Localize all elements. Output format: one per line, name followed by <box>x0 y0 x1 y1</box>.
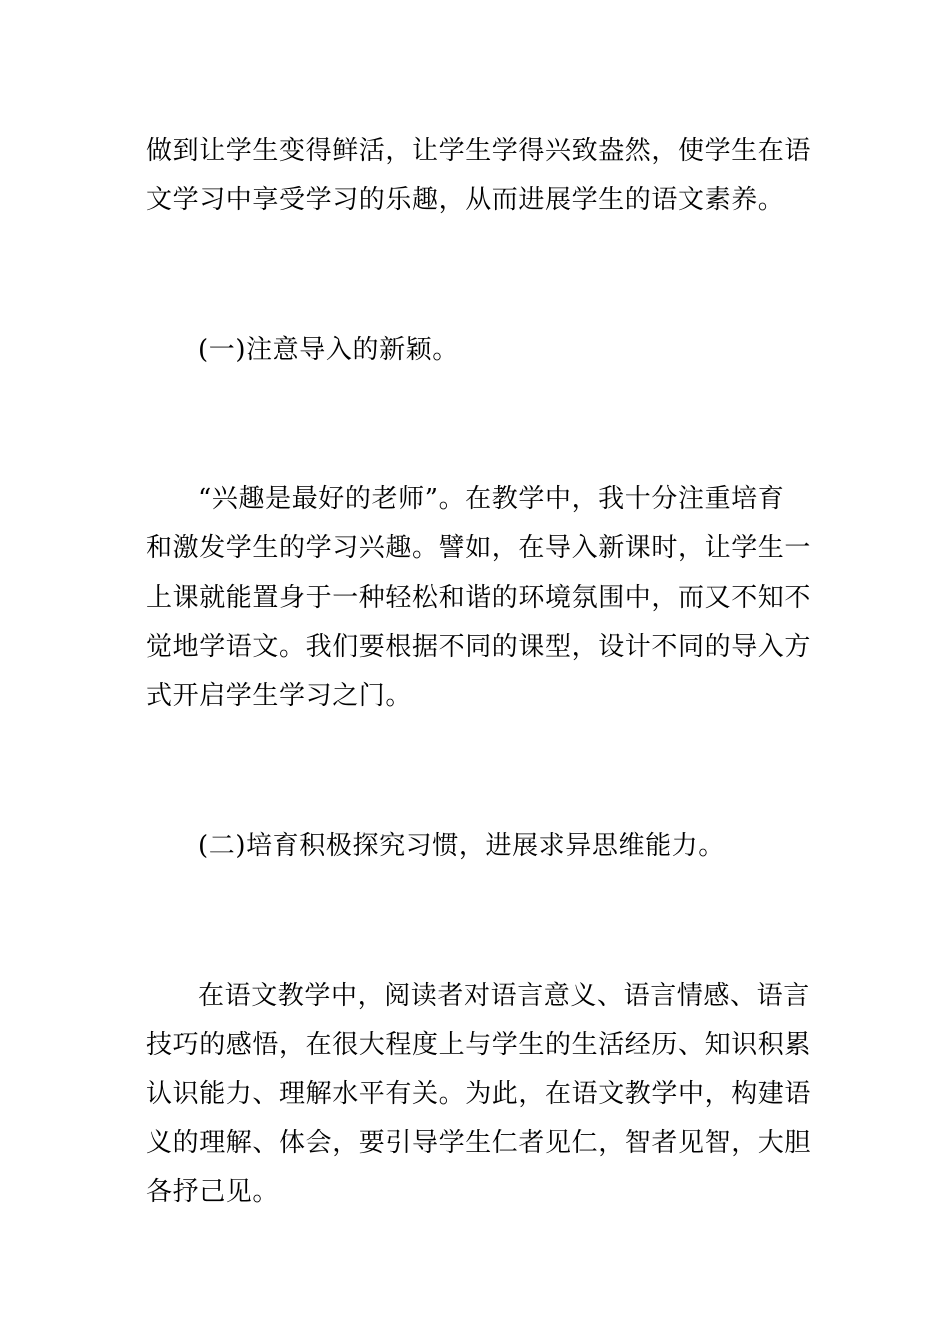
paragraph-1-line-2: 文学习中享受学习的乐趣，从而进展学生的语文素养。 <box>146 185 785 215</box>
paragraph-3-line-2: 技巧的感悟，在很大程度上与学生的生活经历、知识积累 <box>146 1030 812 1060</box>
section-heading-1: (一)注意导入的新颖。 <box>198 335 459 365</box>
paragraph-2-line-4: 觉地学语文。我们要根据不同的课型，设计不同的导入方 <box>146 632 812 662</box>
paragraph-1-line-1: 做到让学生变得鲜活，让学生学得兴致盎然，使学生在语 <box>146 136 812 166</box>
paragraph-2-line-2: 和激发学生的学习兴趣。譬如，在导入新课时，让学生一 <box>146 533 812 563</box>
paragraph-3-line-4: 义的理解、体会，要引导学生仁者见仁，智者见智，大胆 <box>146 1128 812 1158</box>
paragraph-2-line-3: 上课就能置身于一种轻松和谐的环境氛围中，而又不知不 <box>146 583 812 613</box>
paragraph-2-line-5: 式开启学生学习之门。 <box>146 681 413 711</box>
section-heading-2: (二)培育积极探究习惯，进展求异思维能力。 <box>198 831 725 861</box>
paragraph-2-line-1: “兴趣是最好的老师”。在教学中，我十分注重培育 <box>198 484 785 514</box>
paragraph-3-line-1: 在语文教学中，阅读者对语言意义、语言情感、语言 <box>198 981 810 1011</box>
paragraph-3-line-5: 各抒己见。 <box>146 1177 280 1207</box>
paragraph-3-line-3: 认识能力、理解水平有关。为此，在语文教学中，构建语 <box>146 1079 812 1109</box>
